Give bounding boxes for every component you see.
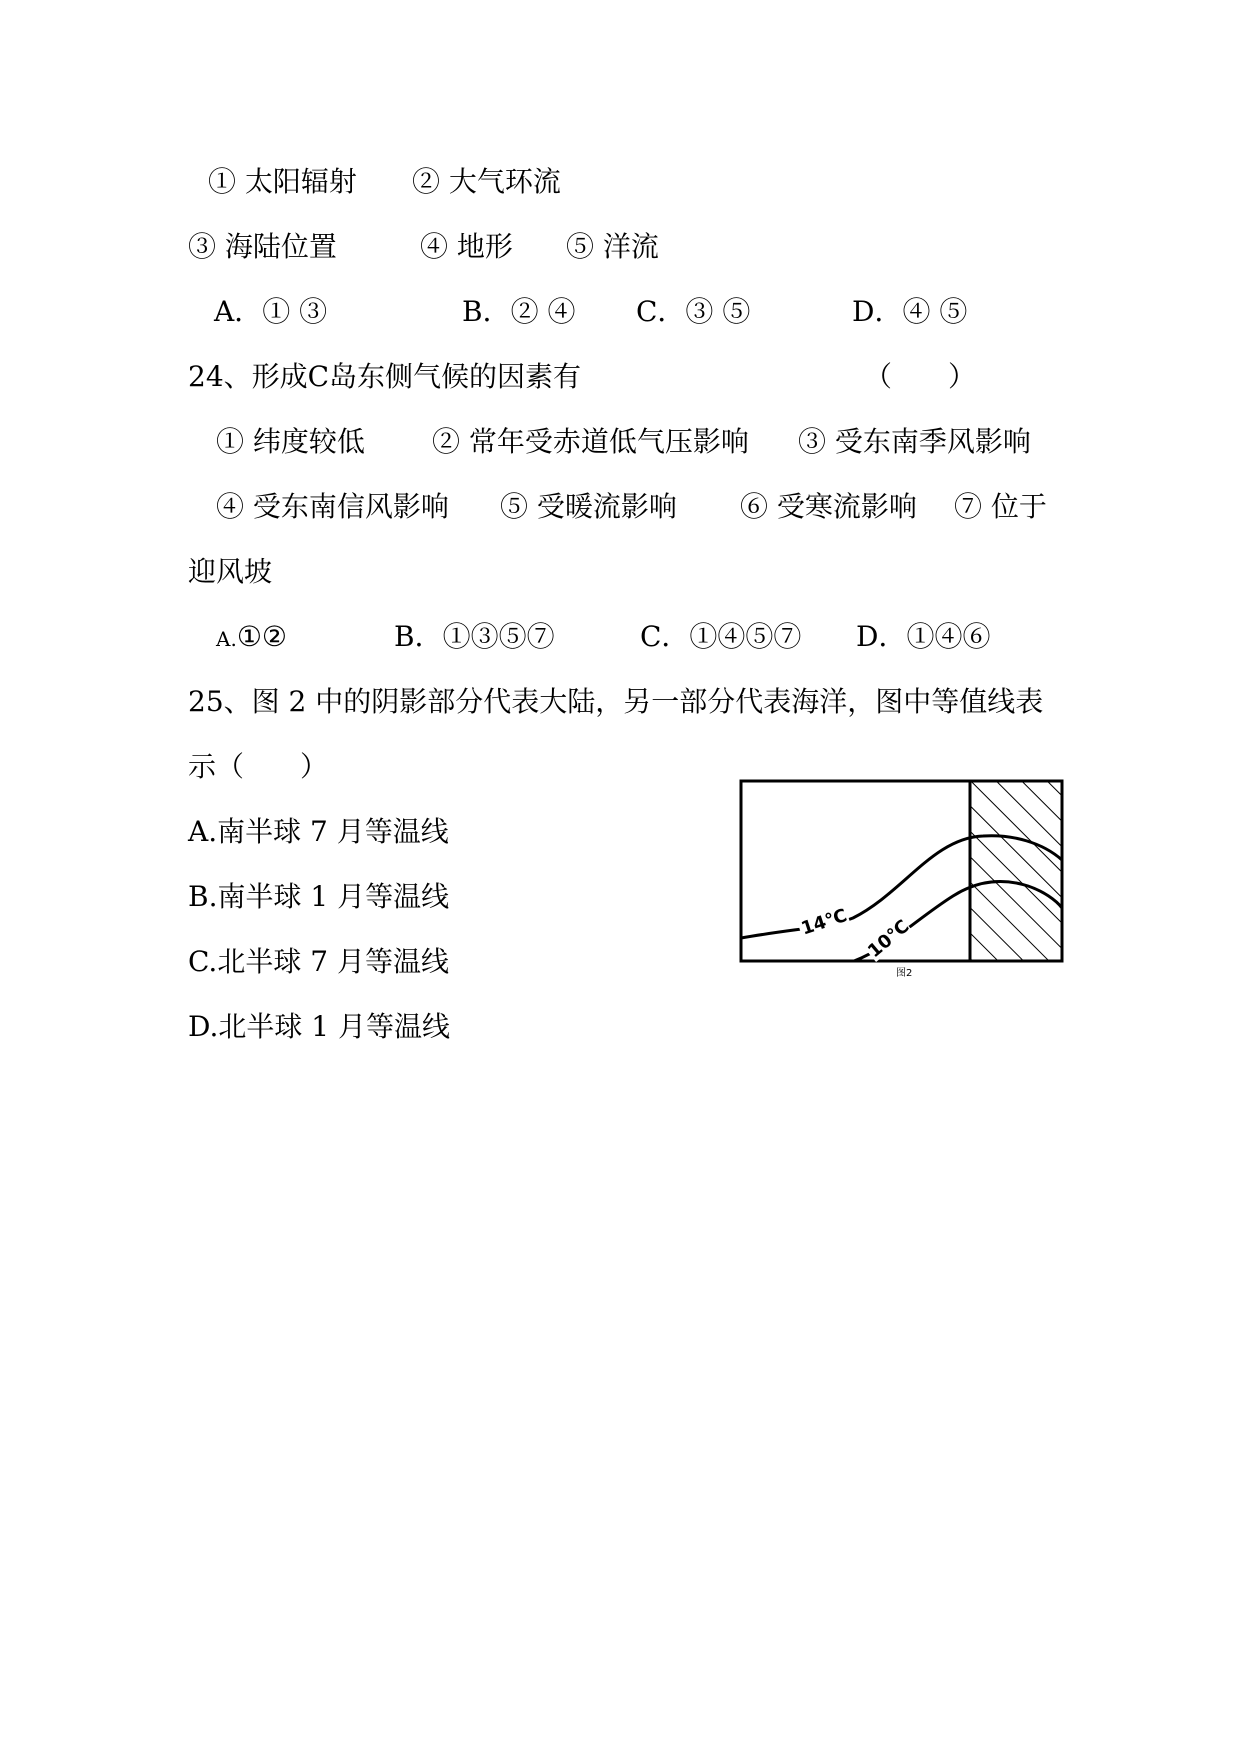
- q24-option-2: ② 常年受赤道低气压影响: [432, 425, 749, 458]
- q25-choice-c: C.北半球 7 月等温线: [188, 945, 449, 978]
- q23-choice-d: D．④ ⑤: [852, 295, 968, 328]
- q23-option-4: ④ 地形: [420, 230, 513, 263]
- q24-choice-a-value: ①②: [236, 620, 288, 653]
- q25-choice-a: A.南半球 7 月等温线: [188, 815, 449, 848]
- q24-option-6: ⑥ 受寒流影响: [740, 490, 917, 523]
- land-hatched-area: [970, 781, 1062, 961]
- q24-choice-b: B．①③⑤⑦: [394, 620, 555, 653]
- q24-option-4: ④ 受东南信风影响: [216, 490, 449, 523]
- q23-choice-c: C．③ ⑤: [636, 295, 751, 328]
- isotherm-14-label: 14℃: [798, 905, 850, 940]
- q25-stem-2: 示（ ）: [188, 750, 329, 783]
- q24-option-1: ① 纬度较低: [216, 425, 365, 458]
- q23-option-3: ③ 海陆位置: [188, 230, 337, 263]
- figure-2-isotherm-diagram: [738, 778, 1068, 978]
- q24-option-3: ③ 受东南季风影响: [798, 425, 1031, 458]
- q25-stem-1: 25、图 2 中的阴影部分代表大陆，另一部分代表海洋，图中等值线表: [188, 685, 1044, 718]
- q23-choice-a: A．① ③: [214, 295, 328, 328]
- isotherm-10-label: 10℃: [864, 915, 914, 963]
- q23-option-2: ② 大气环流: [412, 165, 561, 198]
- q25-choice-d: D.北半球 1 月等温线: [188, 1010, 450, 1043]
- q24-answer-bracket: （ ）: [864, 360, 977, 393]
- q24-choice-a-letter: A.: [216, 627, 237, 651]
- q24-choice-c: C．①④⑤⑦: [640, 620, 802, 653]
- q23-choice-b: B．② ④: [462, 295, 576, 328]
- q24-option-5: ⑤ 受暖流影响: [500, 490, 677, 523]
- q23-option-1: ① 太阳辐射: [208, 165, 357, 198]
- q23-option-5: ⑤ 洋流: [566, 230, 659, 263]
- q25-choice-b: B.南半球 1 月等温线: [188, 880, 450, 913]
- figure-caption: 图2: [896, 968, 913, 978]
- q24-option-7: ⑦ 位于: [954, 490, 1047, 523]
- q24-choice-d: D．①④⑥: [856, 620, 991, 653]
- q24-choice-a: [216, 617, 287, 659]
- q24-option-7-cont: 迎风坡: [188, 555, 273, 588]
- q24-stem: 24、形成C岛东侧气候的因素有: [188, 360, 582, 393]
